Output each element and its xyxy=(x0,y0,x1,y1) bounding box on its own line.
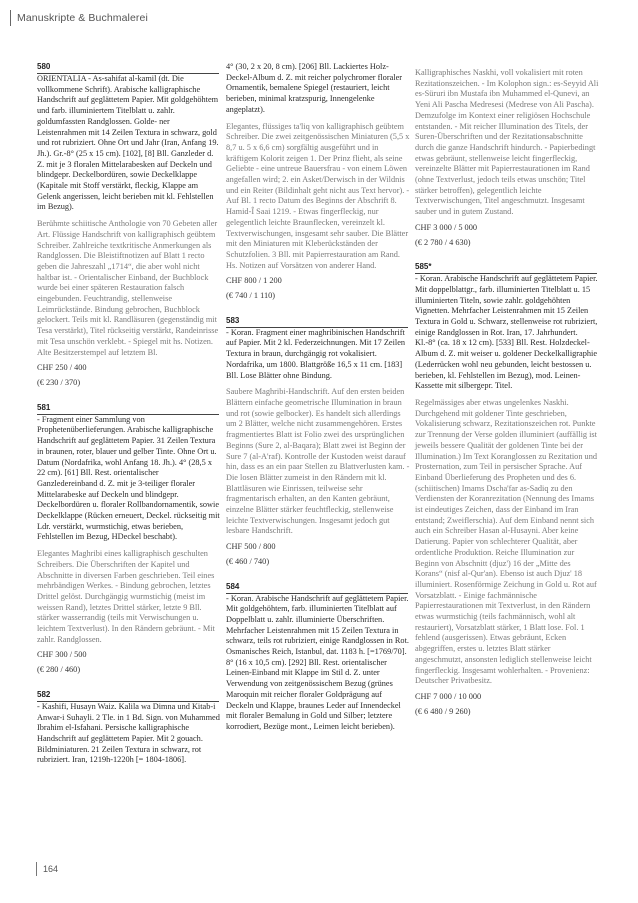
lot-description: 4° (30, 2 x 20, 8 cm). [206] Bll. Lackiertes Holz-Deckel-Album d. Z. mit reicher polychromer floraler Ornamentik, bemalene Spiegel (restauriert, leicht berieben, minimal kratzspurig, Innengelenke angeplatzt). xyxy=(226,62,403,114)
lot-notes: Elegantes, flüssiges ta'liq von kalligraphisch geübtem Schreiber. Die zwei zeitgenössischen Miniaturen (5,5 x 8,7 u. 5 x 6,6 cm) sorgfältig ausgeführt und in kräftigem Kolorit zeigen 1. Der Prinz flieht, als seine Geliebte - eine untreue Bauersfrau - von einem Löwen angefallen wird; 2. ein Asket/Derwisch in der Wildnis und ein Reiter (Bildinhalt geht nicht aus Text hervor). - Auf Bl. 1 recto Datum des Beginns der Abschrift 8. Hamid-Î Saai 1219. - Etwas fingerfleckig, nur gelegentlich leichte Braunflecken, vereinzelt kl. Textverwischungen, insgesamt sehr sauber. Die Blätter mit den Miniaturen mit Kleberückständen der Schutzfolien. 3 Bll. mit Papierrestauration am Rand. Hs. Notizen auf Vorsätzen von anderer Hand. xyxy=(226,121,410,270)
lot-notes: Berühmte schiitische Anthologie von 70 Gebeten aller Art. Flüssige Handschrift von kalligraphisch geübtem Schreiber. Zahlreiche textkritische Anmerkungen als Randglossen. Die Bleistiftnotizen auf Blatt 1 recto geben die Jahreszahl „1714“, die aber wohl nicht haltbar ist. - Orientalischer Einband, der Buchblock wurde bei einer späteren Restauration falsch eingebunden. Feuchtrandig, stellenweise Leimrückstände. Bindung gebrochen, Buchblock gelockert. Teils mit kl. Randläsuren (gegenständig mit Tesa verstärkt), Titel rückseitig verstärkt, Randeinrisse mit Tesa unschön verklebt. - Spiegel mit hs. Notizen. Alte Besitzerstempel auf letztem Bl. xyxy=(37,219,219,357)
estimate-eur: (€ 230 / 370) xyxy=(37,377,81,387)
lot-entry xyxy=(37,403,227,676)
lot-description: - Koran. Arabische Handschrift auf geglättetem Papier. Mit goldgehöhtem, farb. illuminierten Titelblatt auf Doppelblatt u. zahlr. illuminierte Überschriften. Mehrfacher Leistenrahmen mit 15 Zeilen Textura in schwarz, teils rot rubriziert, einige Randglossen in Rot. Osmanisches Reich, Istanbul, dat. 1183 h. [=1769/70]. 8° (16 x 10,5 cm). [292] Bll. Rest. orientalischer Leinen-Einband mit Klappe im Stil d. Z. unter Verwendung von zeitgenössischem Bezug (grünes Maroquin mit reicher floraler Goldprägung auf Deckeln und Klappe, braunes Leder auf Innendeckel mit floraler Bemalung in Gold und Silber; letztere korrodiert, Bezüge mont., Leimen leicht berieben). xyxy=(226,593,409,731)
lot-entry xyxy=(226,582,416,733)
lot-description: - Kashifi, Husayn Waiz. Kalila wa Dimna und Kitab-i Anwar-i Suhayli. 2 Tle. in 1 Bd. Sign. von Muhammed Ibrahim el-Isfahani. Persische kalligraphische Handschrift auf geglättetem Papier. Mit 2 gouach. Bildminiaturen. 21 Zeilen Textura in schwarz, rot rubriziert. Iran, 1219h-1220h [= 1804-1806]. xyxy=(37,701,220,765)
lot-number: 581 xyxy=(37,403,219,415)
estimate-chf: CHF 800 / 1 200 xyxy=(226,276,282,286)
lot-description: - Koran. Arabische Handschrift auf geglättetem Papier. Mit doppelblattgr., farb. illuminierten Titelblatt u. 15 illuminierten Titeln, sowie zahlr. goldgehöhten Vignetten. Mehrfacher Leistenrahmen mit 15 Zeilen Textura in Gold u. Schwarz, stellenweise rot rubriziert, einige Randglossen in Rot. Iran, 17. Jahrhundert. Kl.-8° (ca. 18 x 12 cm). [533] Bll. Rest. Holzdeckel-Album d. Z. mit weiser u. goldener Deckelkalligraphie (Lederrücken wohl neu gebunden, leicht bestossen u. berieben, kl. Fehlstellen im Bezug), mod. Leinen-Kassette mit silbergepr. Titel. xyxy=(415,274,598,391)
lot-notes: Regelmässiges aber etwas ungelenkes Naskhi. Durchgehend mit goldener Tinte geschrieben, Vokalisierung schwarz, Rezitationszeichen rot. Punkte zur Trennung der Verse golden illuminiert (auffällig ist jeweils bessere Qualität der goldenen Tinte bei der Illumination.) Im Text Koranglossen zu Rezitation und Prosternation, zum Teil in persischer Sprache. Auf Einband Überlieferung des Propheten und des 6. (schiitischen) Imams Dscha'far as-Sadiq zu den Verdiensten der Koranrezitation (Nennung des Imams ist eindeutiges Zeichen, dass der Einband im Iran entstand; Zweiflerschia). Auf dem Einband nennt sich auch ein Schreiber Hasan al-Husayni. Aber keine Datierung. Papier von schlechterer Qualität, aber ordentliche Produktion. Reiche Illumination zur Beginn von Abschnitt (djuz') 16 der „Mitte des Korans“ (nisf al-Qur'an). Ebenso ist auch Djuz' 18 illuminiert. Rosenförmige Zeichung in Gold u. Rot auf Vorsatzblatt. - Einige fachmännische Papierrestaurationen mit Textverlust, in den Rändern etwas wurmstichig (teils fachmännisch, wohl alt restauriert), Vorsatzblatt stärker, 1 Blatt lose. Fol. 1 fehlend (ausgerissen). Etwas gebräunt, Ecken abgegriffen, erstes u. letztes Blatt stärker angeschmutzt, ansonsten lediglich stellenweise leicht fingerfleckig. Insgesamt wohlerhalten. - Provenienz: Deutscher Privatbesitz. xyxy=(415,397,597,686)
lot-notes: Elegantes Maghribi eines kalligraphisch geschulten Schreibers. Die Überschriften der Kapitel und Abschnitte in diversen Farben geschrieben. Teil eines mehrbändigen Werkes. - Bindung gebrochen, letztes Drittel gelöst. Durchgängig wurmstichig (meist im weissen Rand), letztes Drittel stärker, letzte 9 Bll. stärker wasserrandig (teils mit Verwischungen u. leichtem Textverlust). In den Rändern gebräunt. - Mit zahlr. Randglossen. xyxy=(37,549,215,644)
estimate-eur: (€ 740 / 1 110) xyxy=(226,291,276,301)
estimate-chf: CHF 300 / 500 xyxy=(37,650,87,660)
estimate-chf: CHF 3 000 / 5 000 xyxy=(415,222,478,232)
estimate-eur: (€ 280 / 460) xyxy=(37,665,81,675)
footer-rule xyxy=(36,862,37,876)
lot-notes: Saubere Maghribi-Handschrift. Auf den ersten beiden Blättern einfache geometrische Illumination in braun und rot (sowie gelbocker). Es handelt sich allerdings um 2 Blätter, welche nicht zusammengehören. Erstes fragmentiertes Blatt ist Folio zwei des ursprünglichen Beginns (Sure 2, al-Baqara); Blatt zwei ist Beginn der Sure 7 (al-A'raf). Kontrolle der Kustoden weist darauf hin, dass es an ein paar Stellen zu Blattverlusten kam. - Die losen Blätter zumeist in den Rändern mit kl. Blattläsuren wie Einrissen, teilweise sehr fragmentarisch erhalten, an den Kanten gebräunt, einzelne Blätter stärker feuchtfleckig, stellenweise leichte Textverwischungen. Insgesamt jedoch gut lesbare Handschrift. xyxy=(226,387,410,536)
estimate-chf: CHF 7 000 / 10 000 xyxy=(415,691,482,701)
lot-entry xyxy=(226,316,416,568)
estimate-eur: (€ 2 780 / 4 630) xyxy=(415,237,471,247)
estimate-chf: CHF 500 / 800 xyxy=(226,542,276,552)
column-2 xyxy=(226,62,416,747)
lot-entry xyxy=(226,62,416,302)
header-rule xyxy=(10,10,11,26)
lot-entry xyxy=(415,68,605,248)
lot-entry xyxy=(37,690,227,766)
lot-entry xyxy=(37,62,227,389)
lot-entry xyxy=(415,262,605,717)
lot-number: 580 xyxy=(37,62,219,74)
lot-description: - Koran. Fragment einer maghribinischen Handschrift auf Papier. Mit 2 kl. Federzeichnungen. Mit 17 Zeilen Textura in braun, durchgängig rot vokalisiert. Nordafrika, um 1800. Blattgröße 16,5 x 11 cm. [183] Bll. Lose Blätter ohne Bindung. xyxy=(226,327,406,380)
lot-number: 584 xyxy=(226,582,408,594)
page-number: 164 xyxy=(43,864,59,874)
estimate-eur: (€ 460 / 740) xyxy=(226,556,270,566)
column-3 xyxy=(415,62,605,731)
lot-number: 583 xyxy=(226,316,408,328)
lot-description: - Fragment einer Sammlung von Prophetenüberlieferungen. Arabische kalligraphische Handschrift auf geglättetem Papier. 31 Zeilen Textura in braunen, roter, blauer und gelber Tinte. Ohne Ort u. Datum (Nordafrika, wohl Anfang 18. Jh.). 4° (28,5 x 22 cm). [61] Bll. Rest. orientalischer Ganzledereinband d. Z. mit je 3-teiliger floraler Mittelarabeske auf Deckeln und blindgepr. Deckelbordüren u. floraler Rollbandornamentik, sowie Deckelklappe (Rücken erneuert, Deckel. rückseitig mit Ldr. verstärkt, wurmstichig, etwas berieben, Fehlstellen im Bezug, HDeckel beschabt). xyxy=(37,414,220,542)
lot-number: 585* xyxy=(415,262,597,274)
running-header: Manuskripte & Buchmalerei xyxy=(17,12,148,24)
estimate-eur: (€ 6 480 / 9 260) xyxy=(415,706,471,716)
lot-notes: Kalligraphisches Naskhi, voll vokalisiert mit roten Rezitationszeichen. - Im Kolophon sign.: es-Seyyid Ali es-Süruri ibn Mustafa ibn Muhammed el-Qunevi, an Yeni Ali Pascha Medresesi (Medrese von Ali Pascha). Demzufolge im Kontext einer religiösen Hochschule entstanden. - Mit reicher Illumination des Titels, der Suren-Überschriften und der Rezitationsabschnitte durch die ganze Handschrift hindurch. - Papierbedingt etwas gebräunt, stellenweise leicht fingerfleckig, vereinzelte Blätter mit Papierrestaurationen im Rand (ohne Textverlust, jedoch teils etwas unschön; Titel stärker betroffen), gelegentlich leichte Textverwischungen, Titel angeschmutzt. Insgesamt sauber und in gutem Zustand. xyxy=(415,68,599,217)
estimate-chf: CHF 250 / 400 xyxy=(37,363,87,373)
lot-description: ORIENTALIA - As-sahifat al-kamil (dt. Die vollkommene Schrift). Arabische kalligraphische Handschrift auf geglättetem Papier. Mit goldgehöhtem und farb. illuminiertem Titelblatt u. zahlr. goldumfassten Randglossen. Golde- ner Leistenrahmen mit 14 Zeilen Textura in schwarz, gold und rot rubriziert. Ohne Ort und Jahr (Iran, Anfang 19. Jh.). Gr.-8° (25 x 15 cm). [102], [8] Bll. Ganzleder d. Z. mit je 3 floralen Mittelarabesken auf Deckeln und blindgepr. Deckelbordüren, sowie Deckelklappe (Kapitale mit Stoff verstärkt, fleckig, Klappe am Gelenk angerissen, leicht berieben mit kl. Fehlstellen im Bezug). xyxy=(37,74,219,212)
column-1 xyxy=(37,62,227,780)
lot-number: 582 xyxy=(37,690,219,702)
